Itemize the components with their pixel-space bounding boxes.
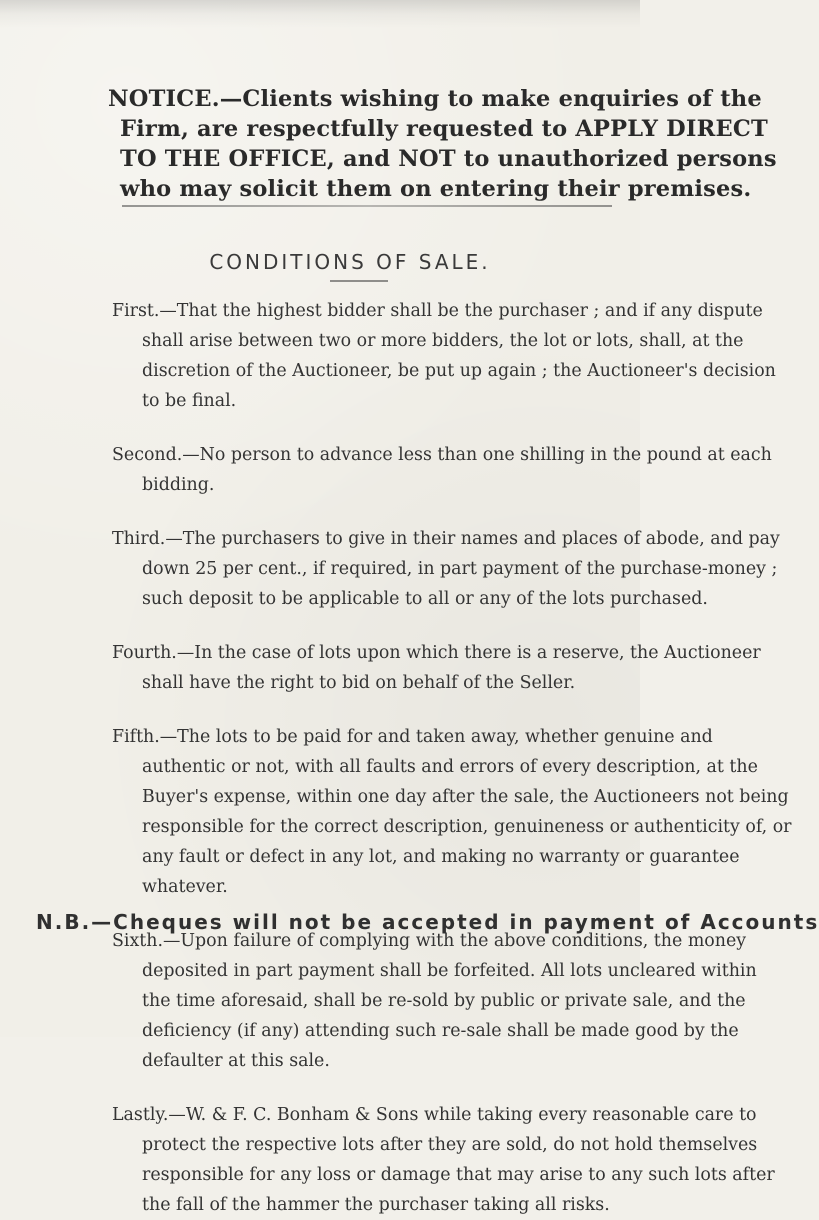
condition-line: deposited in part payment shall be forfeited. All lots uncleared within — [142, 961, 757, 981]
condition-line: the fall of the hammer the purchaser taking all risks. — [142, 1195, 610, 1215]
condition-line: responsible for the correct description, genuineness or authenticity of, or — [142, 817, 792, 837]
condition-line: authentic or not, with all faults and errors of every description, at the — [142, 757, 758, 777]
condition-sixth — [112, 926, 757, 1076]
condition-line: Fifth.—The lots to be paid for and taken away, whether genuine and — [112, 727, 713, 747]
condition-line: Third.—The purchasers to give in their names and places of abode, and pay — [112, 529, 780, 549]
condition-line: responsible for any loss or damage that may arise to any such lots after — [142, 1165, 775, 1185]
condition-lastly — [112, 1100, 775, 1220]
condition-fourth — [112, 638, 761, 698]
condition-line: any fault or defect in any lot, and making no warranty or guarantee — [142, 847, 740, 867]
condition-line: whatever. — [142, 877, 228, 897]
condition-third — [112, 524, 780, 614]
condition-line: Lastly.—W. & F. C. Bonham & Sons while taking every reasonable care to — [112, 1105, 757, 1125]
condition-line: Buyer's expense, within one day after the sale, the Auctioneers not being — [142, 787, 789, 807]
title-underline — [330, 280, 388, 282]
condition-first — [112, 296, 776, 416]
condition-line: shall arise between two or more bidders, the lot or lots, shall, at the — [142, 331, 744, 351]
condition-line: deficiency (if any) attending such re-sale shall be made good by the — [142, 1021, 739, 1041]
notice-line: who may solicit them on entering their premises. — [120, 176, 752, 202]
notice-line: Firm, are respectfully requested to APPLY DIRECT — [120, 116, 768, 142]
conditions-title: CONDITIONS OF SALE. — [209, 250, 491, 274]
condition-line: defaulter at this sale. — [142, 1051, 330, 1071]
condition-line: protect the respective lots after they are sold, do not hold themselves — [142, 1135, 758, 1155]
condition-line: Sixth.—Upon failure of complying with the above conditions, the money — [112, 931, 747, 951]
condition-second — [112, 440, 772, 500]
condition-line: discretion of the Auctioneer, be put up again ; the Auctioneer's decision — [142, 361, 776, 381]
condition-line: the time aforesaid, shall be re-sold by public or private sale, and the — [142, 991, 746, 1011]
condition-line: Fourth.—In the case of lots upon which there is a reserve, the Auctioneer — [112, 643, 761, 663]
conditions-list — [112, 296, 792, 1220]
condition-line: to be final. — [142, 391, 237, 411]
condition-fifth — [112, 722, 792, 902]
condition-line: such deposit to be applicable to all or any of the lots purchased. — [142, 589, 708, 609]
notice-block — [108, 84, 777, 204]
condition-line: Second.—No person to advance less than one shilling in the pound at each — [112, 445, 772, 465]
condition-line: bidding. — [142, 475, 215, 495]
notice-line: TO THE OFFICE, and NOT to unauthorized persons — [120, 146, 777, 172]
condition-line: First.—That the highest bidder shall be the purchaser ; and if any dispute — [112, 301, 763, 321]
notice-line: NOTICE.—Clients wishing to make enquiries of the — [108, 86, 762, 112]
condition-line: shall have the right to bid on behalf of the Seller. — [142, 673, 576, 693]
page-top-edge — [0, 0, 640, 28]
cheques-notice: N.B.—Cheques will not be accepted in payment of Accounts — [36, 910, 819, 934]
condition-line: down 25 per cent., if required, in part payment of the purchase-money ; — [142, 559, 778, 579]
section-divider — [122, 205, 612, 207]
